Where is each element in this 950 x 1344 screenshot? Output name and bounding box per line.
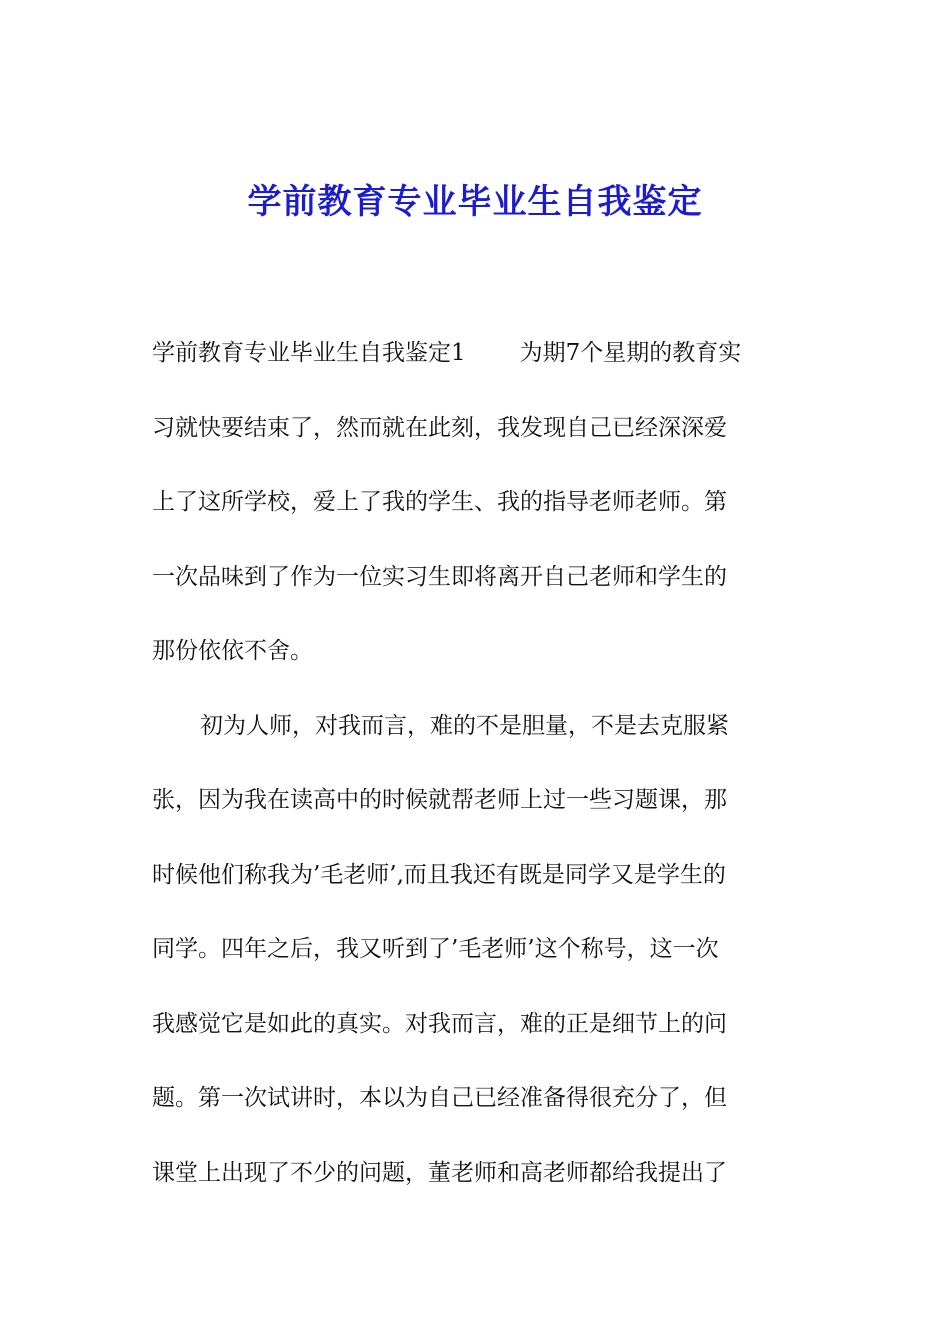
text-line-5: 那份依依不舍。 (152, 638, 313, 664)
text-fragment: 为期7个星期的教育实 (519, 340, 742, 366)
text-line-4: 一次品味到了作为一位实习生即将离开自己老师和学生的 (152, 563, 727, 590)
text-line-1 (152, 331, 804, 406)
text-line-7: 张，因为我在读高中的时候就帮老师上过一些习题课，那 (152, 787, 727, 813)
text-line-12: 课堂上出现了不少的问题，董老师和高老师都给我提出了 (152, 1159, 727, 1186)
document-body (152, 331, 804, 1225)
text-line-10: 我感觉它是如此的真实。对我而言，难的正是细节上的问 (152, 1010, 727, 1037)
text-line-6: 初为人师，对我而言，难的不是胆量，不是去克服紧 (200, 712, 729, 739)
section-heading: 学前教育专业毕业生自我鉴定1 (152, 340, 466, 366)
text-line-3: 上了这所学校，爱上了我的学生、我的指导老师老师。第 (152, 489, 727, 515)
text-line-9: 同学。四年之后，我又听到了’毛老师’这个称号，这一次 (152, 936, 719, 962)
document-title: 学前教育专业毕业生自我鉴定 (247, 182, 703, 222)
text-line-2: 习就快要结束了，然而就在此刻，我发现自己已经深深爱 (152, 414, 727, 441)
text-line-8: 时候他们称我为’毛老师’,而且我还有既是同学又是学生的 (152, 861, 726, 888)
text-line-11: 题。第一次试讲时，本以为自己已经准备得很充分了，但 (152, 1085, 727, 1111)
